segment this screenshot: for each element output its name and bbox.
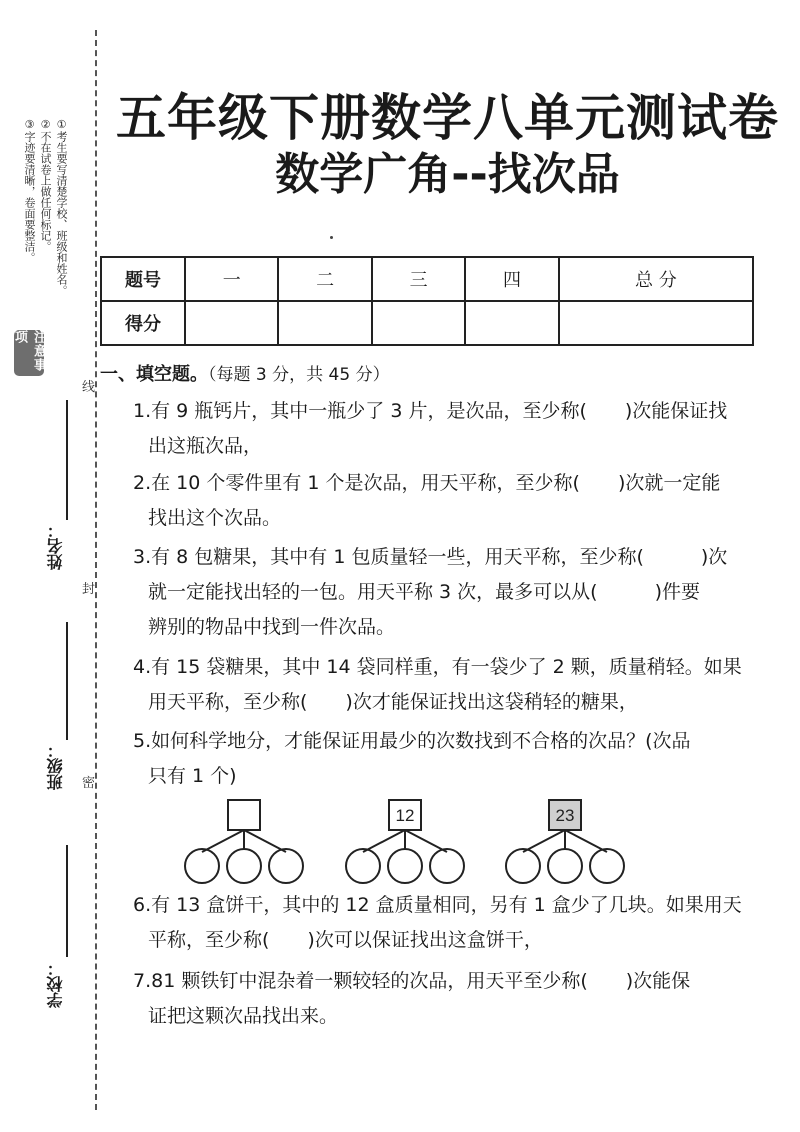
- question-line: 4.有 15 袋糖果，其中 14 袋同样重，有一袋少了 2 颗，质量稍轻。如果: [133, 656, 742, 678]
- grouping-diagram: [180, 796, 740, 891]
- page-title: 五年级下册数学八单元测试卷: [116, 89, 779, 147]
- score-table-header-row: [101, 257, 753, 301]
- question-7: [133, 964, 748, 1034]
- seal-mark-secret: 密: [82, 776, 96, 791]
- diagram-circle[interactable]: [388, 849, 422, 883]
- score-input-cell[interactable]: [278, 301, 371, 345]
- diagram-group-2: [346, 800, 464, 883]
- question-5: [133, 724, 748, 794]
- score-table-cell: 四: [465, 257, 558, 301]
- question-line: 找出这个次品。: [148, 507, 282, 529]
- section-heading: [100, 360, 390, 386]
- question-line: 证把这颗次品找出来。: [148, 1005, 339, 1027]
- notice-2: ②不在试卷上做任何标记。: [39, 118, 52, 252]
- diagram-circle[interactable]: [548, 849, 582, 883]
- diagram-box-blank[interactable]: [228, 800, 260, 830]
- score-table-score-row: [101, 301, 753, 345]
- question-line: 辨别的物品中找到一件次品。: [148, 616, 396, 638]
- score-input-cell[interactable]: [465, 301, 558, 345]
- class-field-line[interactable]: [66, 622, 68, 740]
- diagram-box-label: 12: [395, 806, 415, 825]
- question-line: 6.有 13 盒饼干，其中的 12 盒质量相同，另有 1 盒少了几块。如果用天: [133, 894, 742, 916]
- notice-badge: 注意事项: [14, 330, 44, 376]
- question-line: 5.如何科学地分，才能保证用最少的次数找到不合格的次品？(次品: [133, 730, 691, 752]
- score-table-cell: 三: [372, 257, 465, 301]
- score-table: [100, 256, 754, 346]
- section-note: （每题 3 分，共 45 分）: [208, 365, 390, 385]
- question-line: 3.有 8 包糖果，其中有 1 包质量轻一些，用天平称，至少称( )次: [133, 546, 728, 568]
- question-3: [133, 540, 748, 645]
- question-line: 只有 1 个): [148, 765, 237, 787]
- score-table-cell: 得分: [101, 301, 185, 345]
- section-title: 一、填空题。: [100, 364, 208, 385]
- score-table-cell: 题号: [101, 257, 185, 301]
- diagram-circle[interactable]: [590, 849, 624, 883]
- score-input-cell[interactable]: [372, 301, 465, 345]
- diagram-circle[interactable]: [185, 849, 219, 883]
- question-1: [133, 394, 748, 464]
- score-table-cell: 总 分: [559, 257, 753, 301]
- question-2: [133, 466, 748, 536]
- question-line: 2.在 10 个零件里有 1 个是次品，用天平称，至少称( )次就一定能: [133, 472, 721, 494]
- seal-mark-line: 线: [82, 380, 96, 395]
- name-field-line[interactable]: [66, 400, 68, 520]
- question-line: 平称，至少称( )次可以保证找出这盒饼干，: [148, 929, 543, 951]
- score-table-cell: 一: [185, 257, 278, 301]
- seal-mark-seal: 封: [82, 582, 96, 597]
- diagram-circle[interactable]: [506, 849, 540, 883]
- question-line: 1.有 9 瓶钙片，其中一瓶少了 3 片，是次品，至少称( )次能保证找: [133, 400, 728, 422]
- question-line: 就一定能找出轻的一包。用天平称 3 次，最多可以从( )件要: [148, 581, 700, 603]
- class-field-label: 班级：: [46, 742, 65, 790]
- question-line: 用天平称，至少称( )次才能保证找出这袋稍轻的糖果，: [148, 691, 638, 713]
- diagram-group-1: [185, 800, 303, 883]
- notice-1: ①考生要写清楚学校、班级和姓名。: [55, 118, 68, 296]
- question-line: 7.81 颗铁钉中混杂着一颗较轻的次品，用天平至少称( )次能保: [133, 970, 691, 992]
- notice-3: ③字迹要清晰，卷面要整洁。: [23, 118, 36, 263]
- diagram-circle[interactable]: [227, 849, 261, 883]
- stray-dot: [330, 236, 333, 239]
- question-4: [133, 650, 748, 720]
- question-6: [133, 888, 748, 958]
- diagram-circle[interactable]: [346, 849, 380, 883]
- diagram-circle[interactable]: [430, 849, 464, 883]
- score-input-cell[interactable]: [559, 301, 753, 345]
- page-subtitle: 数学广角--找次品: [275, 149, 620, 200]
- score-table-cell: 二: [278, 257, 371, 301]
- diagram-group-3: [506, 800, 624, 883]
- school-field-line[interactable]: [66, 845, 68, 957]
- school-field-label: 学校：: [46, 960, 65, 1008]
- name-field-label: 姓名：: [46, 522, 65, 570]
- question-line: 出这瓶次品，: [148, 435, 263, 457]
- score-input-cell[interactable]: [185, 301, 278, 345]
- diagram-circle[interactable]: [269, 849, 303, 883]
- diagram-box-label: 23: [555, 806, 575, 825]
